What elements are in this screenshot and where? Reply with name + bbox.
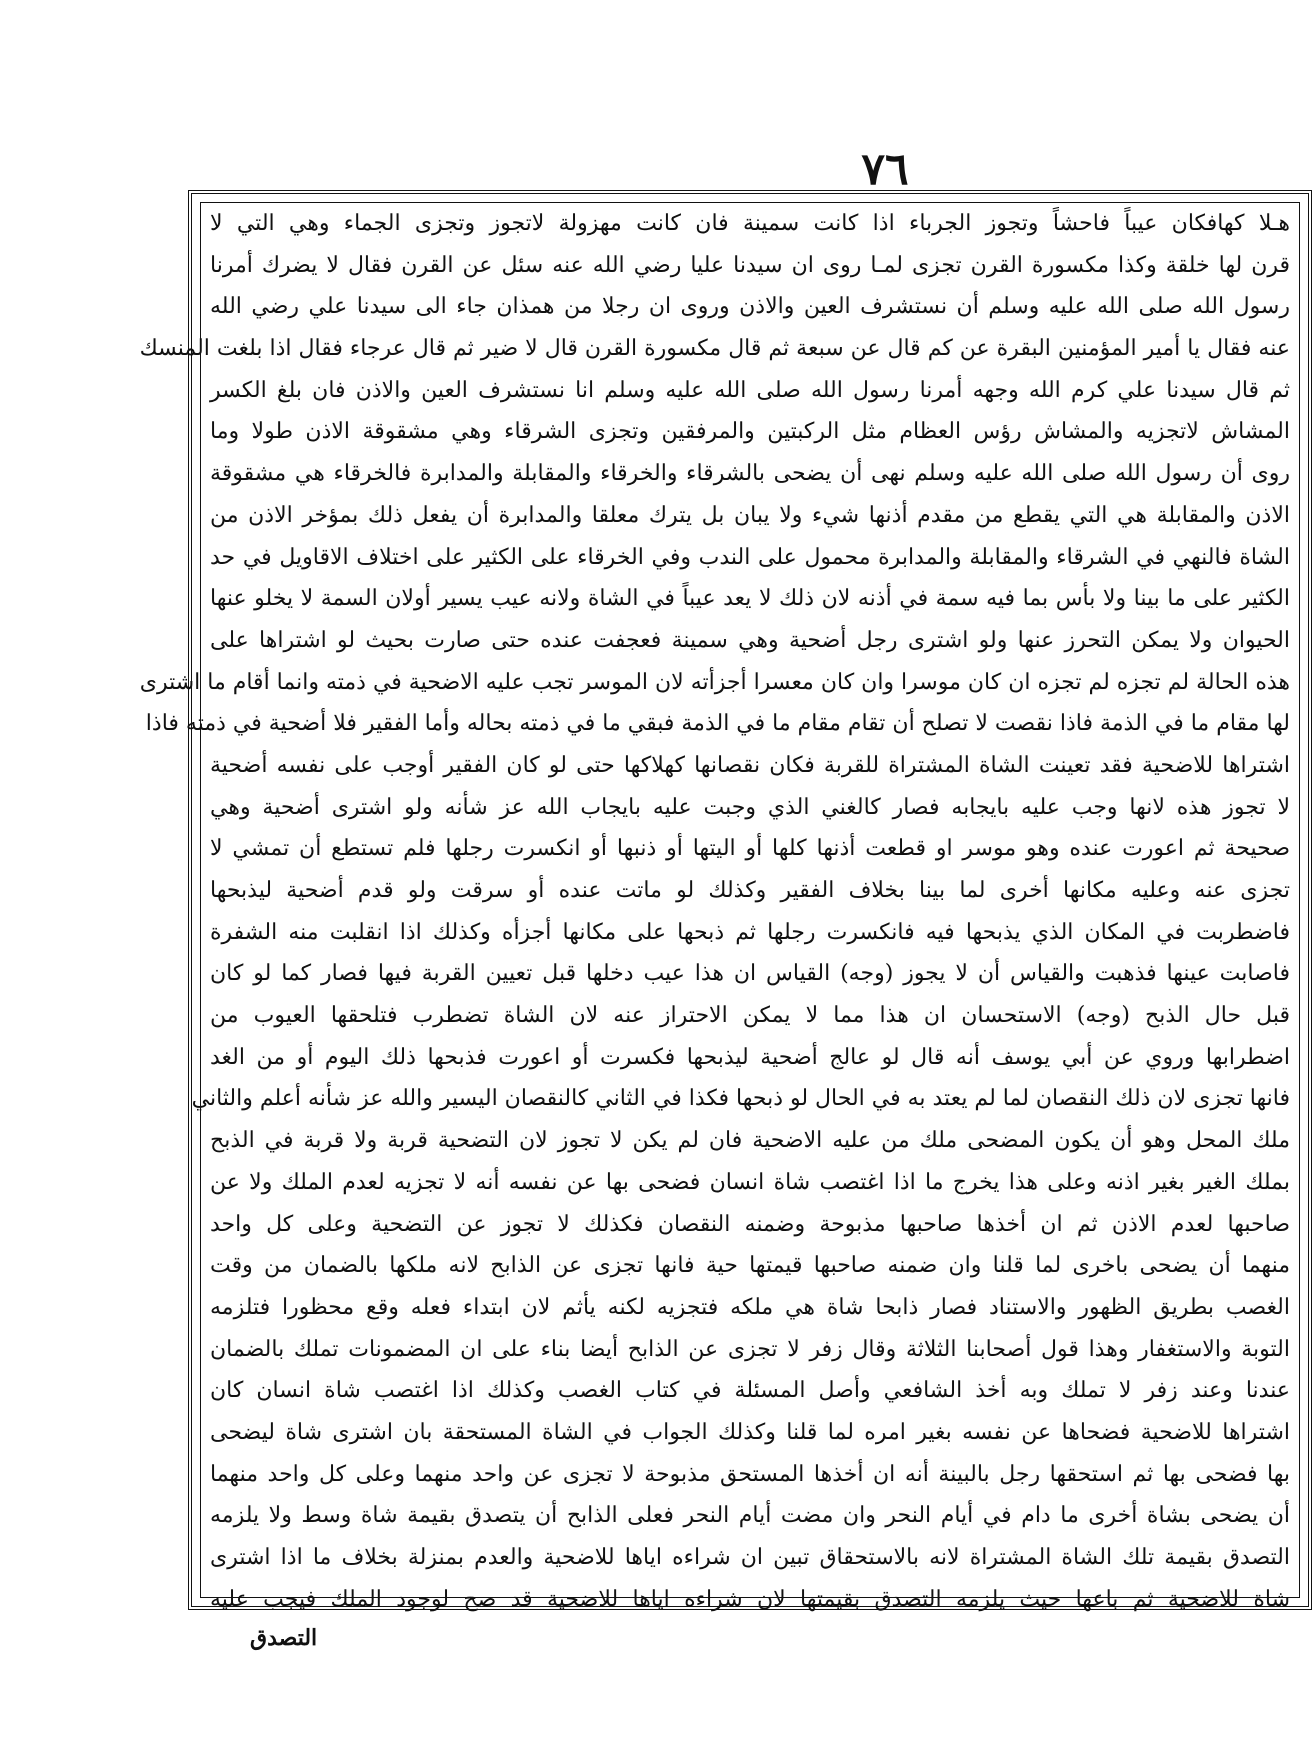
catchword: التصدق bbox=[250, 1625, 318, 1651]
text-line: التصدق بقيمة تلك الشاة المشتراة لانه بالاستحقاق تبين ان شراءه اياها للاضحية والعدم بمنزلة بخلاف ما اذا اشترى bbox=[210, 1545, 1290, 1570]
text-line: فاضطربت في المكان الذي يذبحها فيه فانكسرت رجلها ثم ذبحها على مكانها أجزأه وكذلك اذا انقلبت منه الشفرة bbox=[210, 919, 1290, 945]
text-line: الكثير على ما بينا ولا بأس بما فيه سمة في أذنه لان ذلك لا يعد عيباً في الشاة ولانه عيب يسير أولان السمة لا يخلو عنها bbox=[210, 586, 1290, 612]
text-line: لها مقام ما في الذمة فاذا نقصت لا تصلح أن تقام مقام ما في الذمة فبقي ما في ذمته بحاله وأما الفقير فلا أضحية في ذمته فاذا bbox=[145, 711, 1290, 737]
text-line: هذه الحالة لم تجزه لم تجزه ان كان موسرا وان كان معسرا أجزأته لان الموسر تجب عليه الاضحية في ذمته وانما أقام ما اشترى bbox=[139, 669, 1290, 695]
text-line: بملك الغير بغير اذنه وعلى هذا يخرج ما اذا اغتصب شاة انسان فضحى بها عن نفسه أنه لا تجزيه لعدم الملك ولا عن bbox=[210, 1169, 1290, 1195]
text-block bbox=[139, 203, 1300, 1612]
page-number: ٧٦ bbox=[861, 144, 909, 195]
text-line: اشتراها للاضحية فقد تعينت الشاة المشتراة للقربة فكان نقصانها كهلاكها حتى لو كان الفقير أوجب على نفسه أضحية bbox=[210, 752, 1290, 778]
text-line: رسول الله صلى الله عليه وسلم أن نستشرف العين والاذن وروى ان رجلا من همذان جاء الى سيدنا علي رضي الله bbox=[210, 294, 1290, 320]
text-line: صاحبها لعدم الاذن ثم ان أخذها صاحبها مذبوحة وضمنه النقصان فكذلك لا تجوز عن التضحية وعلى كل واحد bbox=[210, 1211, 1290, 1237]
text-line: قرن لها خلقة وكذا مكسورة القرن تجزى لمـا روى ان سيدنا عليا رضي الله عنه سئل عن القرن فقال لا يضرك أمرنا bbox=[210, 252, 1291, 278]
text-line: ملك المحل وهو أن يكون المضحى ملك من عليه الاضحية فان لم يكن لا تجوز لان التضحية قربة ولا قربة في الذبح bbox=[210, 1128, 1290, 1154]
text-line: روى أن رسول الله صلى الله عليه وسلم نهى أن يضحى بالشرقاء والخرقاء والمقابلة والمدابرة فالخرقاء هي مشقوقة bbox=[210, 461, 1290, 487]
text-line: الغصب بطريق الظهور والاستناد فصار ذابحا شاة هي ملكه فتجزيه لكنه يأثم لان ابتداء فعله وقع محظورا فتلزمه bbox=[210, 1294, 1290, 1320]
text-line: عندنا وعند زفر لا تملك وبه أخذ الشافعي وأصل المسئلة في كتاب الغصب وكذلك اذا اغتصب شاة انسان كان bbox=[210, 1378, 1290, 1404]
text-line: منهما أن يضحى باخرى لما قلنا وان ضمنه صاحبها قيمتها حية فانها تجزى عن الذابح لانه ملكها بالضمان من وقت bbox=[210, 1253, 1290, 1279]
text-line: بها فضحى بها ثم استحقها رجل بالبينة أنه ان أخذها المستحق مذبوحة لا تجزى عن واحد منهما وعلى كل واحد منهما bbox=[210, 1461, 1290, 1487]
text-line: الاذن والمقابلة هي التي يقطع من مقدم أذنها شيء ولا يبان بل يترك معلقا والمدابرة أن يفعل ذلك بمؤخر الاذن من bbox=[210, 502, 1290, 528]
text-line: اضطرابها وروي عن أبي يوسف أنه قال لو عالج أضحية ليذبحها فكسرت أو اعورت فذبحها ذلك اليوم أو من الغد bbox=[210, 1044, 1290, 1070]
text-line: لا تجوز هذه لانها وجب عليه بايجابه فصار كالغني الذي وجبت عليه بايجاب الله عز شأنه ولو اشترى أضحية وهي bbox=[210, 794, 1290, 820]
text-line: عنه فقال يا أمير المؤمنين البقرة عن كم قال عن سبعة ثم قال مكسورة القرن قال لا ضير ثم قال عرجاء فقال اذا بلغت المنسك bbox=[139, 336, 1290, 362]
text-line: شاة للاضحية ثم باعها حيث يلزمه التصدق بقيمتها لان شراءه اياها للاضحية قد صح لوجود الملك فيجب عليه bbox=[210, 1586, 1290, 1612]
text-line: أن يضحى بشاة أخرى ما دام في أيام النحر وان مضت أيام النحر فعلى الذابح أن يتصدق بقيمة شاة وسط ولا يلزمه bbox=[210, 1503, 1290, 1529]
text-line: ثم قال سيدنا علي كرم الله وجهه أمرنا رسول الله صلى الله عليه وسلم انا نستشرف العين والاذن فان بلغ الكسر bbox=[210, 377, 1290, 403]
text-line: هـلا كهافكان عيباً فاحشاً وتجوز الجرباء اذا كانت سمينة فان كانت مهزولة لاتجوز وتجزى الجماء وهي التي لا bbox=[210, 211, 1290, 236]
text-line: قبل حال الذبح (وجه) الاستحسان ان هذا مما لا يمكن الاحتراز عنه لان الشاة تضطرب فتلحقها العيوب من bbox=[210, 1003, 1290, 1029]
text-line: المشاش لاتجزيه والمشاش رؤس العظام مثل الركبتين والمرفقين وتجزى الشرقاء وهي مشقوقة الاذن طولا وما bbox=[210, 419, 1290, 445]
text-line: صحيحة ثم اعورت عنده وهو موسر او قطعت أذنها كلها أو اليتها أو ذنبها أو انكسرت رجلها فلم تستطع أن تمشي لا bbox=[210, 836, 1290, 862]
text-line: فانها تجزى لان ذلك النقصان لما لم يعتد به في الحال لو ذبحها فكذا في الثاني كالنقصان اليسير والله عز شأنه أعلم والثاني bbox=[191, 1086, 1290, 1112]
text-line: التوبة والاستغفار وهذا قول أصحابنا الثلاثة وقال زفر لا تجزى عن الذابح أيضا بناء على ان المضمونات تملك بالضمان bbox=[210, 1336, 1290, 1362]
text-line: الحيوان ولا يمكن التحرز عنها ولو اشترى رجل أضحية وهي سمينة فعجفت عنده حتى صارت بحيث لو اشتراها على bbox=[210, 627, 1290, 653]
text-line: تجزى عنه وعليه مكانها أخرى لما بينا بخلاف الفقير وكذلك لو ماتت عنده أو سرقت ولو قدم أضحية ليذبحها bbox=[210, 878, 1290, 903]
text-line: فاصابت عينها فذهبت والقياس أن لا يجوز (وجه) القياس ان هذا عيب دخلها قبل تعيين القربة فيها فصار كما لو كان bbox=[210, 961, 1290, 987]
text-line: اشتراها للاضحية فضحاها عن نفسه بغير امره لما قلنا وكذلك الجواب في الشاة المستحقة بان اشترى شاة ليضحى bbox=[210, 1419, 1290, 1445]
text-line: الشاة فالنهي في الشرقاء والمقابلة والمدابرة محمول على الندب وفي الخرقاء على الكثير على اختلاف الاقاويل في حد bbox=[210, 544, 1290, 570]
